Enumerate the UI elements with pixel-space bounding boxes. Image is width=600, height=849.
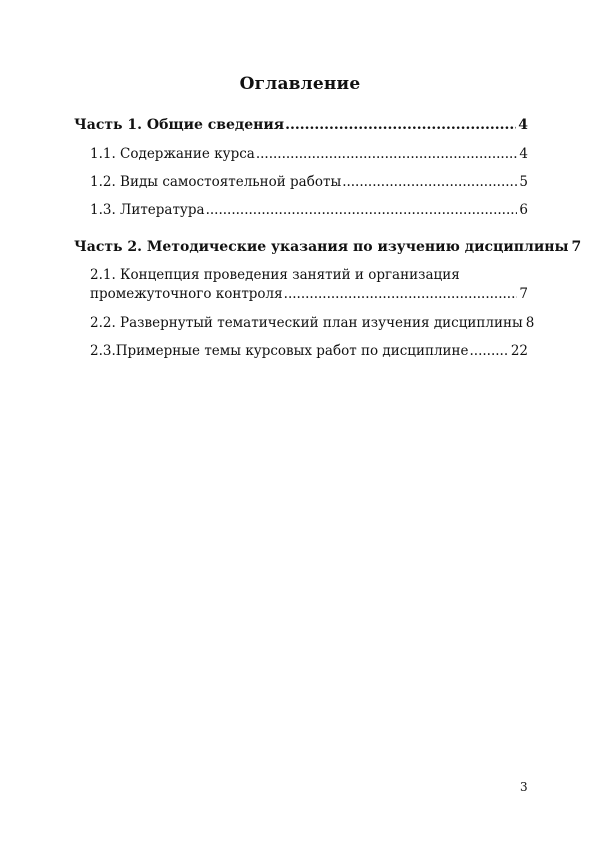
- toc-heading: Оглавление: [239, 74, 361, 94]
- toc-entry-label: Часть 2. Методические указания по изучению дисциплины: [74, 239, 569, 255]
- toc-leader-dots: [470, 342, 509, 360]
- toc-entry-2-3[interactable]: [90, 342, 528, 360]
- toc-leader-dots: [256, 145, 518, 163]
- toc-entry-page: 4: [518, 117, 528, 133]
- toc-entry-page: 6: [519, 202, 528, 218]
- toc-entry-page: 4: [519, 146, 528, 162]
- toc-entry-1-3[interactable]: [90, 201, 528, 219]
- toc-entry-page: 22: [510, 343, 528, 359]
- toc-entry-label: 1.2. Виды самостоятельной работы: [90, 174, 342, 190]
- toc-entry-page: 7: [519, 286, 528, 302]
- toc-entry-2-1[interactable]: [90, 285, 528, 303]
- toc-entry-page: 7: [571, 239, 582, 255]
- toc-entry-page: 5: [519, 174, 528, 190]
- toc-entry-part-2[interactable]: [74, 238, 582, 256]
- toc-entry-label: 2.2. Развернутый тематический план изучения дисциплины: [90, 315, 523, 331]
- toc-entry-label: промежуточного контроля: [90, 286, 283, 302]
- toc-entry-label: 1.1. Содержание курса: [90, 146, 255, 162]
- toc-leader-dots: [285, 116, 516, 134]
- toc-entry-part-1[interactable]: [74, 116, 528, 134]
- page-number: 3: [520, 780, 528, 794]
- toc-leader-dots: [284, 285, 518, 303]
- toc-entry-label: 1.3. Литература: [90, 202, 205, 218]
- toc-leader-dots: [342, 173, 517, 191]
- toc-leader-dots: [206, 201, 518, 219]
- toc-entry-1-2[interactable]: [90, 173, 528, 191]
- toc-entry-page: 8: [525, 315, 535, 331]
- toc-entry-2-1-line-1[interactable]: 2.1. Концепция проведения занятий и организация: [90, 267, 460, 283]
- toc-entry-2-2[interactable]: [90, 314, 535, 332]
- toc-entry-1-1[interactable]: [90, 145, 528, 163]
- toc-entry-label: 2.3.Примерные темы курсовых работ по дисциплине: [90, 343, 469, 359]
- toc-entry-label: Часть 1. Общие сведения: [74, 117, 285, 133]
